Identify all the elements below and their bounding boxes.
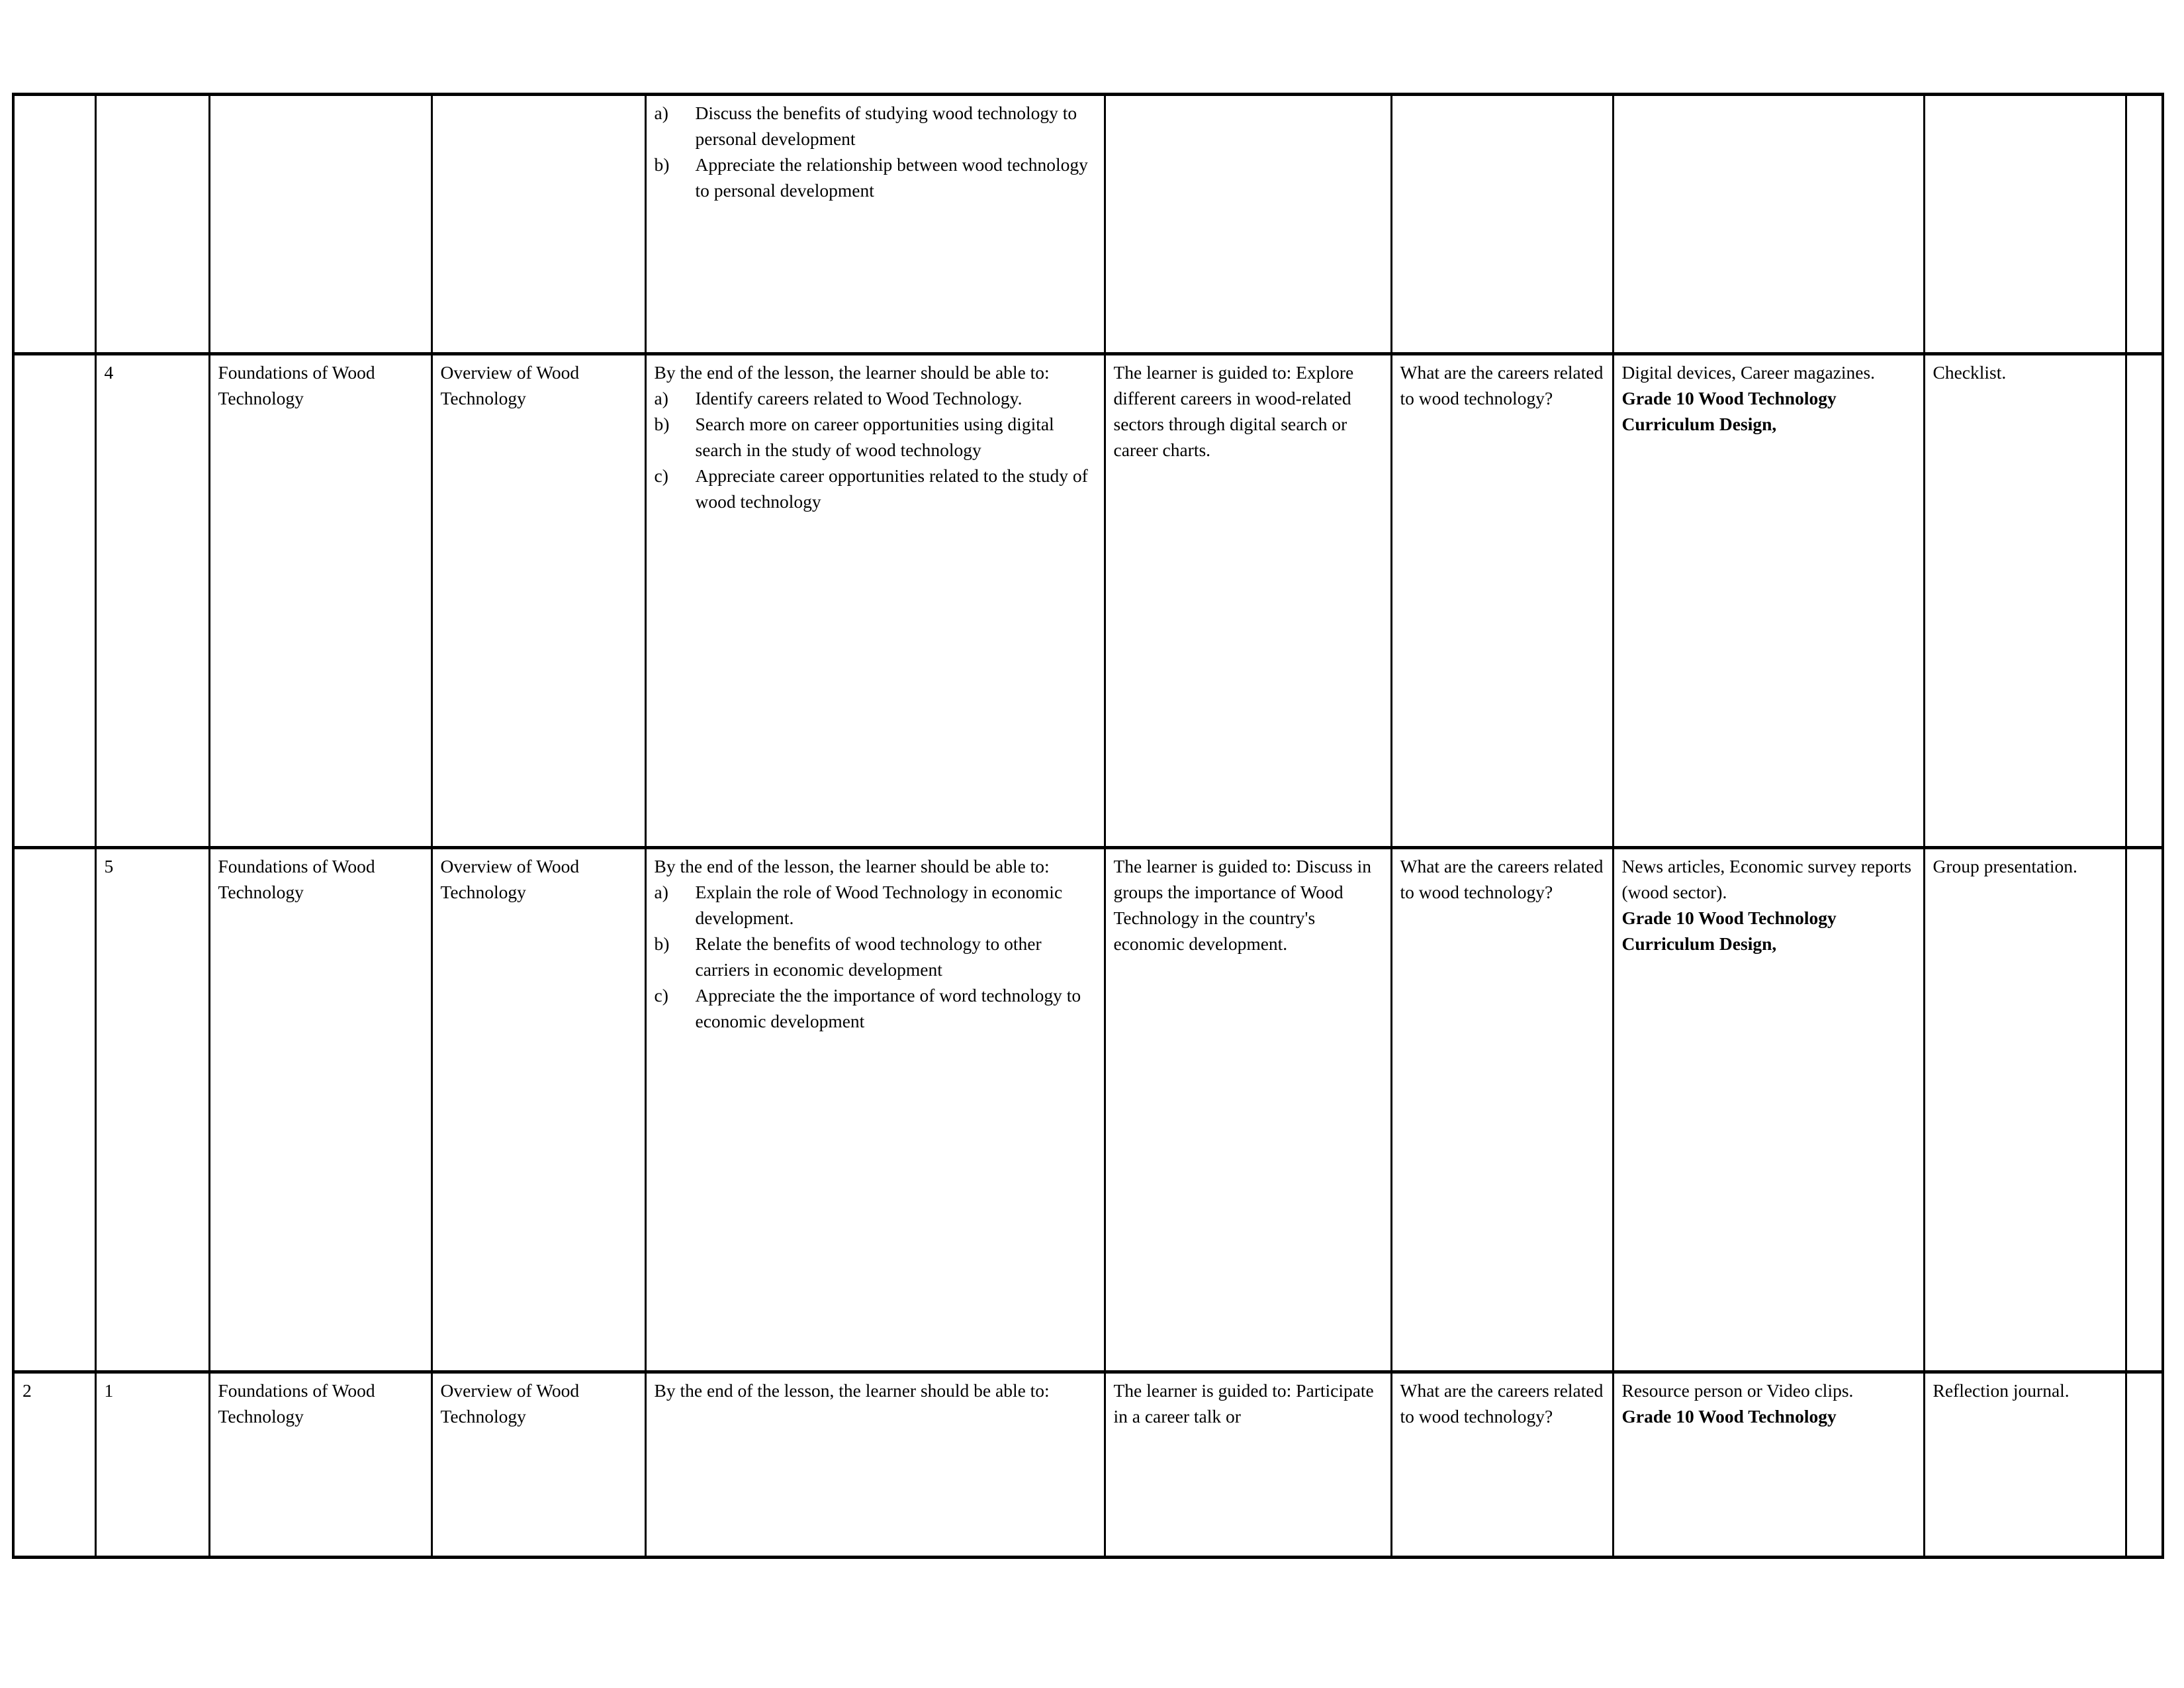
cell-inquiry-question: What are the careers related to wood technology? xyxy=(1391,848,1613,1372)
outcome-item xyxy=(655,152,1097,203)
cell-assessment: Reflection journal. xyxy=(1924,1372,2126,1558)
outcome-item xyxy=(655,463,1097,514)
resources-curriculum-design: Grade 10 Wood Technology Curriculum Design, xyxy=(1621,388,1837,435)
outcome-item xyxy=(655,411,1097,463)
outcome-text: Explain the role of Wood Technology in economic development. xyxy=(695,882,1063,929)
cell-learning-outcomes xyxy=(645,354,1105,848)
outcome-text: Relate the benefits of wood technology to other carriers in economic development xyxy=(695,933,1042,980)
resources-plain: Resource person or Video clips. xyxy=(1621,1380,1854,1401)
cell-week xyxy=(13,95,95,354)
outcome-text: Discuss the benefits of studying wood technology to personal development xyxy=(695,103,1077,150)
outcome-marker: a) xyxy=(654,103,668,123)
cell-inquiry-question: What are the careers related to wood technology? xyxy=(1391,1372,1613,1558)
table-body xyxy=(13,95,2163,1558)
outcome-text: Search more on career opportunities using digital search in the study of wood technology xyxy=(695,414,1054,461)
outcome-marker: b) xyxy=(654,154,670,175)
table-row xyxy=(13,1372,2163,1558)
cell-lesson: 5 xyxy=(95,848,209,1372)
cell-learning-experiences: The learner is guided to: Explore different careers in wood-related sectors through digital search or career charts. xyxy=(1105,354,1391,848)
outcome-text: Appreciate career opportunities related to the study of wood technology xyxy=(695,465,1088,512)
cell-strand: Foundations of Wood Technology xyxy=(209,354,432,848)
outcome-text: Identify careers related to Wood Technology. xyxy=(695,388,1023,409)
cell-sub-strand: Overview of Wood Technology xyxy=(432,354,645,848)
outcome-marker: a) xyxy=(654,882,668,903)
cell-learning-outcomes xyxy=(645,1372,1105,1558)
cell-week: 2 xyxy=(13,1372,95,1558)
cell-assessment: Group presentation. xyxy=(1924,848,2126,1372)
cell-learning-experiences: The learner is guided to: Participate in a career talk or xyxy=(1105,1372,1391,1558)
cell-reflection xyxy=(2126,354,2163,848)
cell-learning-outcomes xyxy=(645,848,1105,1372)
table-row xyxy=(13,354,2163,848)
cell-learning-experiences xyxy=(1105,95,1391,354)
cell-learning-resources xyxy=(1613,1372,1924,1558)
cell-learning-resources xyxy=(1613,354,1924,848)
cell-assessment: Checklist. xyxy=(1924,354,2126,848)
cell-learning-resources xyxy=(1613,95,1924,354)
outcomes-list xyxy=(655,100,1097,203)
outcome-item xyxy=(655,982,1097,1034)
resources-plain: News articles, Economic survey reports (wood sector). xyxy=(1621,856,1912,903)
scheme-of-work-table xyxy=(12,93,2164,1559)
cell-inquiry-question: What are the careers related to wood technology? xyxy=(1391,354,1613,848)
outcome-item xyxy=(655,100,1097,152)
resources-curriculum-design: Grade 10 Wood Technology Curriculum Design, xyxy=(1621,908,1837,955)
outcome-text: Appreciate the the importance of word technology to economic development xyxy=(695,985,1081,1032)
cell-strand: Foundations of Wood Technology xyxy=(209,1372,432,1558)
cell-strand xyxy=(209,95,432,354)
cell-reflection xyxy=(2126,1372,2163,1558)
cell-learning-outcomes xyxy=(645,95,1105,354)
cell-learning-experiences: The learner is guided to: Discuss in groups the importance of Wood Technology in the country's economic development. xyxy=(1105,848,1391,1372)
cell-strand: Foundations of Wood Technology xyxy=(209,848,432,1372)
outcome-marker: c) xyxy=(654,465,668,487)
cell-learning-resources xyxy=(1613,848,1924,1372)
outcomes-intro: By the end of the lesson, the learner should be able to: xyxy=(654,856,1050,876)
resources-curriculum-design: Grade 10 Wood Technology xyxy=(1621,1406,1837,1427)
outcome-item xyxy=(655,931,1097,982)
outcome-item xyxy=(655,879,1097,931)
outcome-marker: c) xyxy=(654,985,668,1006)
cell-sub-strand xyxy=(432,95,645,354)
cell-reflection xyxy=(2126,95,2163,354)
cell-sub-strand: Overview of Wood Technology xyxy=(432,1372,645,1558)
outcomes-intro: By the end of the lesson, the learner should be able to: xyxy=(654,362,1050,383)
cell-lesson: 4 xyxy=(95,354,209,848)
outcome-marker: b) xyxy=(654,414,670,435)
table-row xyxy=(13,95,2163,354)
outcome-marker: b) xyxy=(654,933,670,955)
outcomes-intro: By the end of the lesson, the learner should be able to: xyxy=(654,1380,1050,1401)
outcome-item xyxy=(655,385,1097,411)
cell-week xyxy=(13,848,95,1372)
cell-assessment xyxy=(1924,95,2126,354)
outcome-marker: a) xyxy=(654,388,668,409)
cell-sub-strand: Overview of Wood Technology xyxy=(432,848,645,1372)
cell-lesson xyxy=(95,95,209,354)
outcome-text: Appreciate the relationship between wood technology to personal development xyxy=(695,154,1088,201)
resources-plain: Digital devices, Career magazines. xyxy=(1621,362,1876,383)
cell-lesson: 1 xyxy=(95,1372,209,1558)
cell-reflection xyxy=(2126,848,2163,1372)
outcomes-list xyxy=(655,385,1097,514)
cell-inquiry-question xyxy=(1391,95,1613,354)
cell-week xyxy=(13,354,95,848)
outcomes-list xyxy=(655,879,1097,1034)
table-row xyxy=(13,848,2163,1372)
